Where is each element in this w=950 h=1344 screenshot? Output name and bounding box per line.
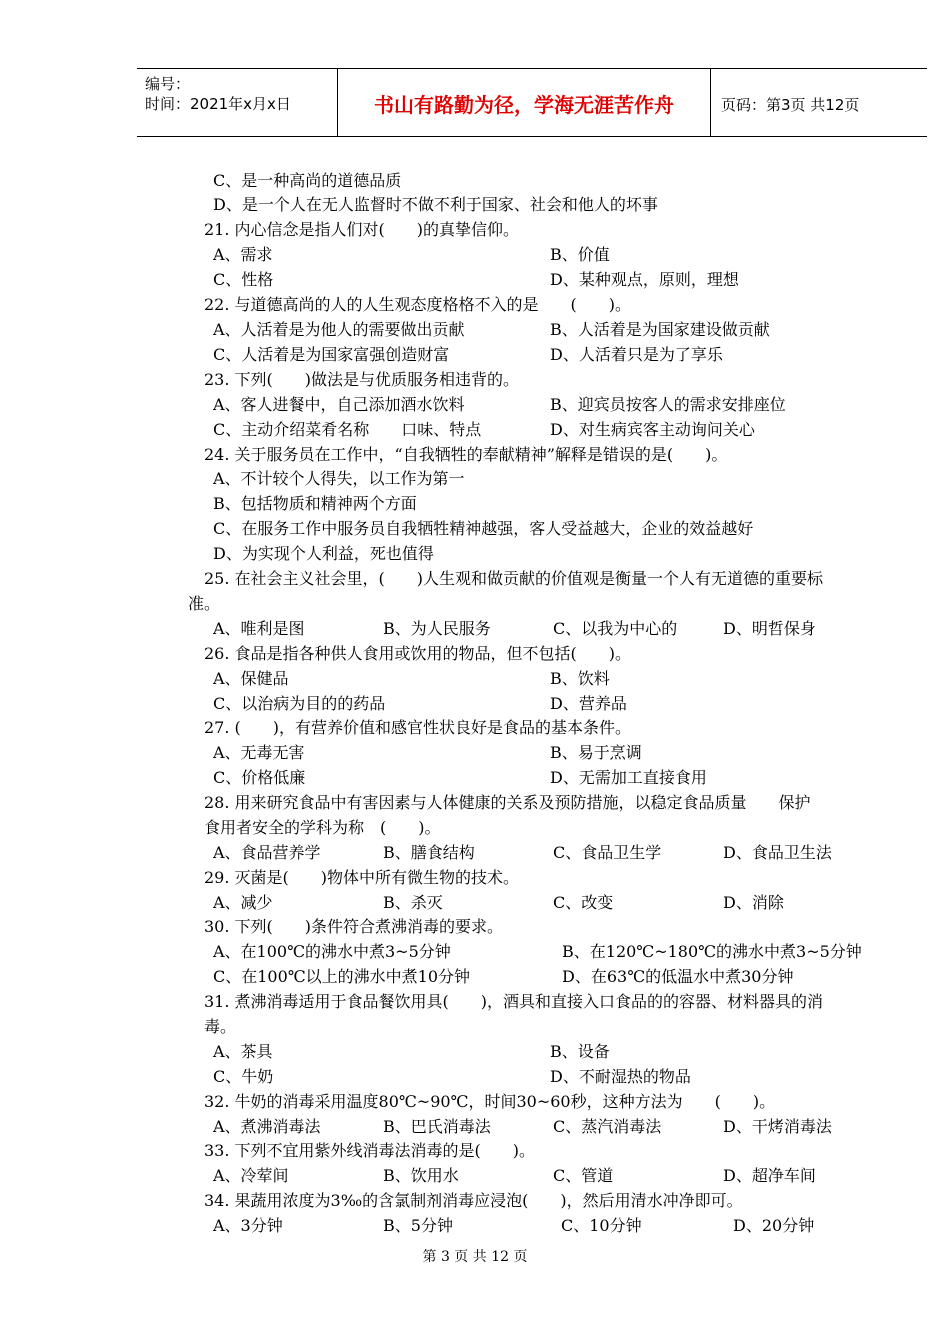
question-line: 33. 下列不宜用紫外线消毒法消毒的是( )。 (204, 1141, 536, 1160)
option-line: B、价值 (550, 245, 610, 264)
question-line: 29. 灭菌是( )物体中所有微生物的技术。 (204, 868, 520, 887)
option-line: A、茶具 (213, 1042, 273, 1061)
question-line: 22. 与道德高尚的人的人生观态度格格不入的是 ( )。 (204, 295, 632, 314)
option-line: D、为实现个人利益，死也值得 (213, 544, 434, 563)
option-line: B、5分钟 (383, 1216, 453, 1235)
question-line: 30. 下列( )条件符合煮沸消毒的要求。 (204, 917, 504, 936)
option-line: B、人活着是为国家建设做贡献 (550, 320, 770, 339)
option-line: D、食品卫生法 (723, 843, 832, 862)
option-line: D、超净车间 (723, 1166, 816, 1185)
question-line: 25. 在社会主义社会里，( )人生观和做贡献的价值观是衡量一个人有无道德的重要标 (204, 569, 824, 588)
option-line: D、无需加工直接食用 (550, 768, 707, 787)
option-line: C、是一种高尚的道德品质 (213, 171, 402, 190)
option-line: A、冷荤间 (213, 1166, 289, 1185)
option-line: D、在63℃的低温水中煮30分钟 (562, 967, 794, 986)
option-line: D、干烤消毒法 (723, 1117, 832, 1136)
option-line: B、饮用水 (383, 1166, 459, 1185)
question-line: 毒。 (204, 1017, 237, 1036)
option-line: C、价格低廉 (213, 768, 306, 787)
motto: 书山有路勤为径，学海无涯苦作舟 (374, 93, 674, 117)
option-line: A、减少 (213, 893, 273, 912)
number-label: 编号： (145, 75, 191, 93)
question-line: 28. 用来研究食品中有害因素与人体健康的关系及预防措施，以稳定食品质量 保护 (204, 793, 811, 812)
question-line: 23. 下列( )做法是与优质服务相违背的。 (204, 370, 520, 389)
page-footer: 第 3 页 共 12 页 (422, 1249, 528, 1265)
option-line: B、膳食结构 (383, 843, 475, 862)
option-line: B、易于烹调 (550, 743, 642, 762)
option-line: B、饮料 (550, 669, 610, 688)
option-line: D、20分钟 (733, 1216, 815, 1235)
option-line: A、无毒无害 (213, 743, 305, 762)
page-header (137, 68, 927, 137)
option-line: A、煮沸消毒法 (213, 1117, 321, 1136)
option-line: D、某种观点，原则，理想 (550, 270, 739, 289)
option-line: C、性格 (213, 270, 274, 289)
question-line: 食用者安全的学科为称 ( )。 (204, 818, 441, 837)
question-line: 34. 果蔬用浓度为3‰的含氯制剂消毒应浸泡( )，然后用清水冲净即可。 (204, 1191, 743, 1210)
option-line: B、在120℃~180℃的沸水中煮3~5分钟 (562, 942, 862, 961)
option-line: C、食品卫生学 (553, 843, 662, 862)
option-line: C、牛奶 (213, 1067, 274, 1086)
header-right-cell (711, 69, 927, 136)
option-line: A、不计较个人得失，以工作为第一 (213, 469, 465, 488)
option-line: B、巴氏消毒法 (383, 1117, 491, 1136)
option-line: B、为人民服务 (383, 619, 491, 638)
option-line: A、需求 (213, 245, 273, 264)
option-line: C、以我为中心的 (553, 619, 678, 638)
option-line: A、客人进餐中，自己添加酒水饮料 (213, 395, 465, 414)
question-line: 21. 内心信念是指人们对( )的真挚信仰。 (204, 220, 520, 239)
option-line: C、以治病为目的的药品 (213, 694, 386, 713)
option-line: A、保健品 (213, 669, 289, 688)
date-label: 时间：2021年x月x日 (145, 95, 291, 113)
option-line: C、在服务工作中服务员自我牺牲精神越强，客人受益越大，企业的效益越好 (213, 519, 754, 538)
option-line: C、改变 (553, 893, 614, 912)
option-line: C、主动介绍菜肴名称 口味、特点 (213, 420, 482, 439)
question-line: 26. 食品是指各种供人食用或饮用的物品，但不包括( )。 (204, 644, 632, 663)
option-line: C、10分钟 (561, 1216, 642, 1235)
question-line: 31. 煮沸消毒适用于食品餐饮用具( )，酒具和直接入口食品的的容器、材料器具的消 (204, 992, 824, 1011)
option-line: D、人活着只是为了享乐 (550, 345, 723, 364)
option-line: B、包括物质和精神两个方面 (213, 494, 417, 513)
header-left-cell (137, 69, 338, 136)
option-line: B、杀灭 (383, 893, 443, 912)
option-line: C、在100℃以上的沸水中煮10分钟 (213, 967, 471, 986)
question-line: 准。 (188, 594, 221, 613)
question-line: 32. 牛奶的消毒采用温度80℃~90℃，时间30~60秒，这种方法为 ( )。 (204, 1092, 776, 1111)
option-line: A、食品营养学 (213, 843, 321, 862)
option-line: B、设备 (550, 1042, 610, 1061)
option-line: A、唯利是图 (213, 619, 305, 638)
option-line: D、对生病宾客主动询问关心 (550, 420, 755, 439)
option-line: A、人活着是为他人的需要做出贡献 (213, 320, 465, 339)
option-line: D、明哲保身 (723, 619, 816, 638)
option-line: C、管道 (553, 1166, 614, 1185)
header-motto-cell (338, 69, 711, 136)
option-line: D、营养品 (550, 694, 627, 713)
option-line: B、迎宾员按客人的需求安排座位 (550, 395, 786, 414)
option-line: C、蒸汽消毒法 (553, 1117, 662, 1136)
option-line: D、是一个人在无人监督时不做不利于国家、社会和他人的坏事 (213, 195, 658, 214)
page-info: 页码：第3页 共12页 (721, 96, 860, 114)
question-line: 27. ( )，有营养价值和感官性状良好是食品的基本条件。 (204, 718, 632, 737)
option-line: D、消除 (723, 893, 784, 912)
option-line: D、不耐湿热的物品 (550, 1067, 691, 1086)
option-line: C、人活着是为国家富强创造财富 (213, 345, 450, 364)
option-line: A、3分钟 (213, 1216, 283, 1235)
option-line: A、在100℃的沸水中煮3~5分钟 (213, 942, 451, 961)
question-line: 24. 关于服务员在工作中，“自我牺牲的奉献精神”解释是错误的是( )。 (204, 445, 728, 464)
